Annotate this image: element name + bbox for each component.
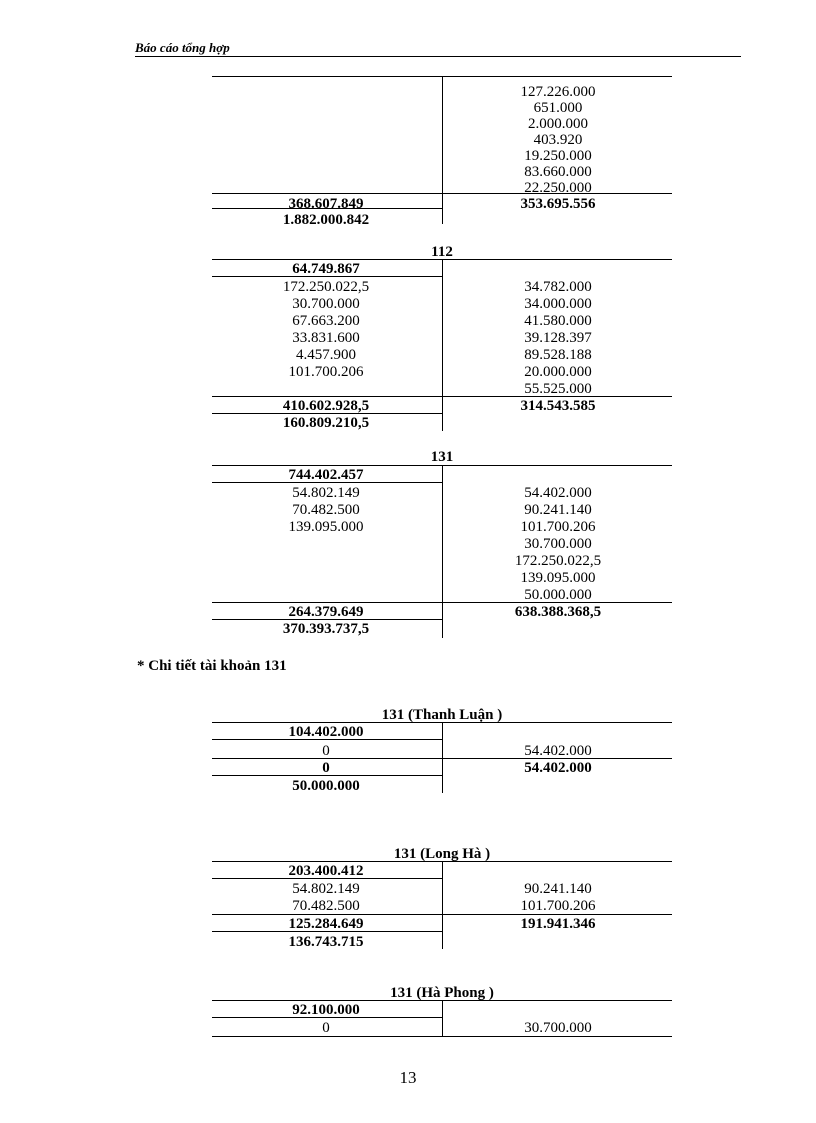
credit-entry: 90.241.140	[524, 502, 592, 518]
opening-balance: 744.402.457	[288, 467, 364, 483]
divider	[442, 1000, 443, 1037]
debit-entry: 70.482.500	[292, 502, 360, 518]
opening-balance: 92.100.000	[292, 1002, 360, 1018]
debit-entry: 172.250.022,5	[282, 279, 370, 295]
debit-entry: 54.802.149	[292, 485, 360, 501]
total-underline	[212, 931, 442, 932]
debit-entry: 30.700.000	[292, 296, 360, 312]
credit-total: 353.695.556	[520, 196, 596, 212]
debit-total: 0	[322, 760, 330, 776]
total-rule	[212, 396, 672, 397]
divider	[442, 259, 443, 431]
total-underline	[212, 413, 442, 414]
divider	[442, 76, 443, 224]
debit-entry: 70.482.500	[292, 898, 360, 914]
debit-total: 410.602.928,5	[282, 398, 370, 414]
credit-entry: 50.000.000	[524, 587, 592, 603]
ending-balance: 370.393.737,5	[282, 621, 370, 637]
credit-total: 191.941.346	[520, 916, 596, 932]
credit-entry: 30.700.000	[524, 536, 592, 552]
credit-entry: 20.000.000	[524, 364, 592, 380]
credit-entry: 139.095.000	[520, 570, 596, 586]
credit-entry: 83.660.000	[524, 164, 592, 180]
opening-balance: 203.400.412	[288, 863, 364, 879]
account-title: 112	[431, 244, 453, 260]
debit-entry: 0	[322, 1020, 330, 1036]
credit-entry: 127.226.000	[520, 84, 596, 100]
credit-entry: 34.000.000	[524, 296, 592, 312]
opening-balance: 104.402.000	[288, 724, 364, 740]
debit-total: 125.284.649	[288, 916, 364, 932]
credit-entry: 54.402.000	[524, 485, 592, 501]
credit-entry: 101.700.206	[520, 898, 596, 914]
opening-balance: 64.749.867	[292, 261, 360, 277]
opening-rule	[212, 1017, 442, 1018]
total-underline	[212, 619, 442, 620]
credit-entry: 34.782.000	[524, 279, 592, 295]
credit-entry: 89.528.188	[524, 347, 592, 363]
ending-balance: 160.809.210,5	[282, 415, 370, 431]
credit-total: 54.402.000	[524, 760, 592, 776]
divider	[442, 861, 443, 949]
credit-entry: 90.241.140	[524, 881, 592, 897]
credit-entry: 19.250.000	[524, 148, 592, 164]
divider	[442, 465, 443, 638]
credit-entry: 41.580.000	[524, 313, 592, 329]
ending-balance: 1.882.000.842	[282, 212, 370, 228]
total-rule	[212, 758, 672, 759]
debit-entry: 33.831.600	[292, 330, 360, 346]
credit-entry: 651.000	[533, 100, 583, 116]
credit-entry: 55.525.000	[524, 381, 592, 397]
debit-total: 368.607.849	[288, 196, 364, 212]
total-rule	[212, 914, 672, 915]
credit-total: 638.388.368,5	[514, 604, 602, 620]
debit-total: 264.379.649	[288, 604, 364, 620]
opening-rule	[212, 276, 442, 277]
account-title: 131 (Long Hà )	[393, 846, 491, 862]
account-title: 131	[430, 449, 454, 465]
opening-rule	[212, 482, 442, 483]
bottom-rule	[212, 1036, 672, 1037]
credit-entry: 101.700.206	[520, 519, 596, 535]
opening-rule	[212, 878, 442, 879]
credit-entry: 403.920	[533, 132, 583, 148]
ending-balance: 50.000.000	[292, 778, 360, 794]
report-header: Báo cáo tổng hợp	[135, 40, 741, 57]
debit-entry: 0	[322, 743, 330, 759]
total-rule	[212, 602, 672, 603]
credit-entry: 2.000.000	[528, 116, 588, 132]
total-underline	[212, 775, 442, 776]
debit-entry: 4.457.900	[296, 347, 356, 363]
debit-entry: 101.700.206	[288, 364, 364, 380]
section-heading: * Chi tiết tài khoản 131	[137, 658, 287, 674]
credit-entry: 22.250.000	[524, 180, 592, 196]
credit-entry: 54.402.000	[524, 743, 592, 759]
credit-entry: 30.700.000	[524, 1020, 592, 1036]
debit-entry: 139.095.000	[288, 519, 364, 535]
opening-rule	[212, 739, 442, 740]
total-rule	[212, 193, 672, 194]
page-number: 13	[399, 1068, 417, 1087]
account-title: 131 (Hà Phong )	[390, 985, 494, 1001]
debit-entry: 54.802.149	[292, 881, 360, 897]
debit-entry: 67.663.200	[292, 313, 360, 329]
total-underline	[212, 208, 442, 209]
credit-entry: 172.250.022,5	[514, 553, 602, 569]
ending-balance: 136.743.715	[288, 934, 364, 950]
account-title: 131 (Thanh Luận )	[381, 707, 503, 723]
credit-total: 314.543.585	[520, 398, 596, 414]
credit-entry: 39.128.397	[524, 330, 592, 346]
